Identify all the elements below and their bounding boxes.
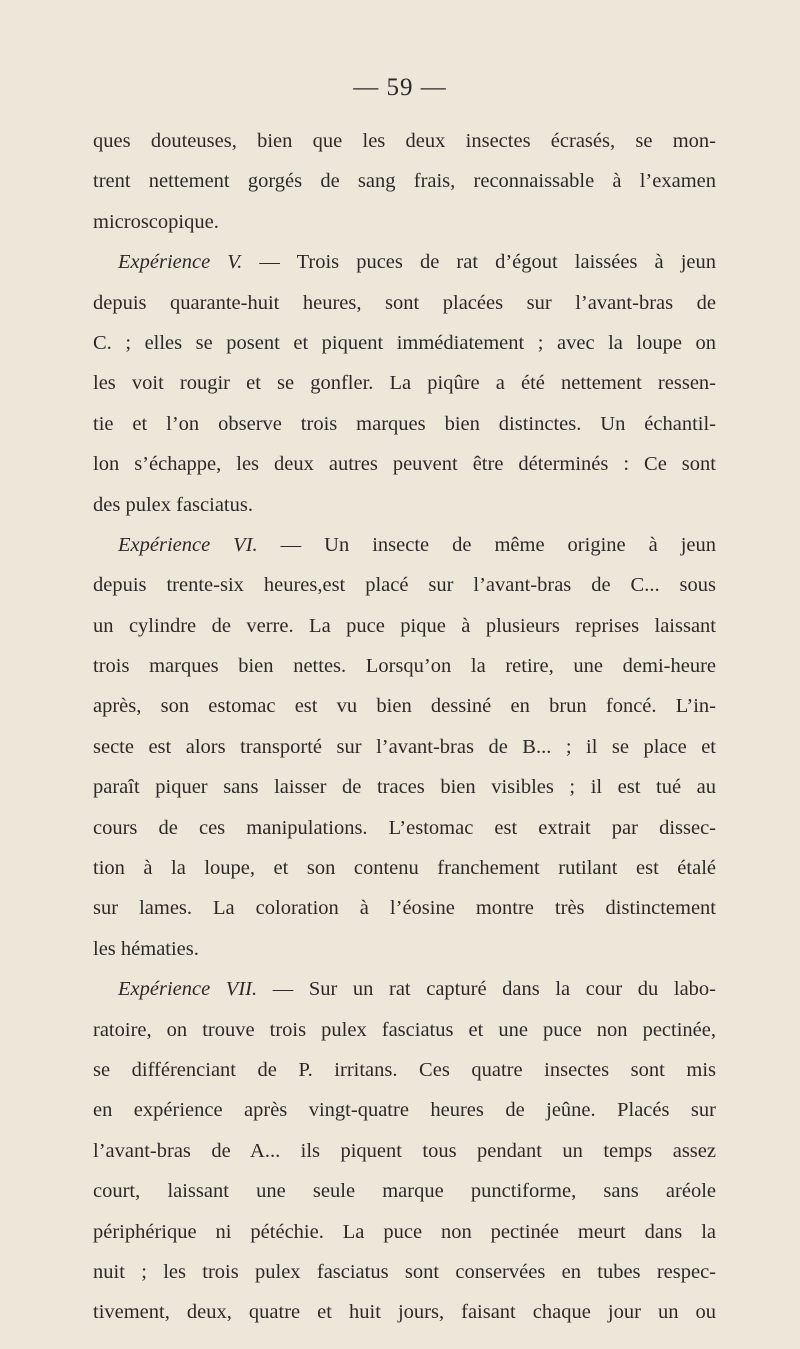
text-line: ratoire, on trouve trois pulex fasciatus et une puce non pectinée, (93, 1018, 716, 1041)
text-line: périphérique ni pétéchie. La puce non pectinée meurt dans la (93, 1220, 716, 1243)
text-line: tion à la loupe, et son contenu franchement rutilant est étalé (93, 857, 716, 880)
text-line: les voit rougir et se gonfler. La piqûre a été nettement ressen- (93, 372, 716, 395)
experiment-heading-line (93, 242, 716, 282)
text-line: — Sur un rat capturé dans la cour du labo- (257, 978, 716, 1001)
text-line: paraît piquer sans laisser de traces bien visibles ; il est tué au (93, 776, 716, 799)
text-line: — Trois puces de rat d’égout laissées à jeun (242, 251, 716, 274)
text-line: un cylindre de verre. La puce pique à plusieurs reprises laissant (93, 614, 716, 637)
experiment-heading-line (93, 525, 716, 565)
text-line: microscopique. (93, 210, 219, 233)
text-line: en expérience après vingt-quatre heures de jeûne. Placés sur (93, 1099, 716, 1122)
text-line: des pulex fasciatus. (93, 493, 253, 516)
text-line: secte est alors transporté sur l’avant-bras de B... ; il se place et (93, 735, 716, 758)
body-text (93, 121, 716, 1333)
text-line: nuit ; les trois pulex fasciatus sont conservées en tubes respec- (93, 1260, 716, 1283)
text-line: se différenciant de P. irritans. Ces quatre insectes sont mis (93, 1058, 716, 1081)
experiment-label: Expérience VII. (118, 978, 258, 1001)
text-line: tivement, deux, quatre et huit jours, faisant chaque jour un ou (93, 1301, 716, 1324)
page-number: — 59 — (353, 74, 447, 101)
text-line: les hématies. (93, 937, 199, 960)
text-line: court, laissant une seule marque punctiforme, sans aréole (93, 1180, 716, 1203)
text-line: trent nettement gorgés de sang frais, reconnaissable à l’examen (93, 170, 716, 193)
experiment-label: Expérience VI. (118, 533, 258, 556)
experiment-heading-line (93, 969, 716, 1009)
text-line: sur lames. La coloration à l’éosine montre très distinctement (93, 897, 716, 920)
text-line: depuis quarante-huit heures, sont placées sur l’avant-bras de (93, 291, 716, 314)
text-line: — Un insecte de même origine à jeun (257, 533, 716, 556)
text-line: l’avant-bras de A... ils piquent tous pendant un temps assez (93, 1139, 716, 1162)
text-line: C. ; elles se posent et piquent immédiatement ; avec la loupe on (93, 331, 716, 354)
text-line: après, son estomac est vu bien dessiné en brun foncé. L’in- (93, 695, 716, 718)
experiment-label: Expérience V. (118, 251, 243, 274)
text-line: depuis trente-six heures,est placé sur l’avant-bras de C... sous (93, 574, 716, 597)
text-line: lon s’échappe, les deux autres peuvent être déterminés : Ce sont (93, 453, 716, 476)
text-line: cours de ces manipulations. L’estomac est extrait par dissec- (93, 816, 716, 839)
text-line: tie et l’on observe trois marques bien distinctes. Un échantil- (93, 412, 716, 435)
text-line: ques douteuses, bien que les deux insectes écrasés, se mon- (93, 130, 716, 152)
text-line: trois marques bien nettes. Lorsqu’on la retire, une demi-heure (93, 655, 716, 678)
